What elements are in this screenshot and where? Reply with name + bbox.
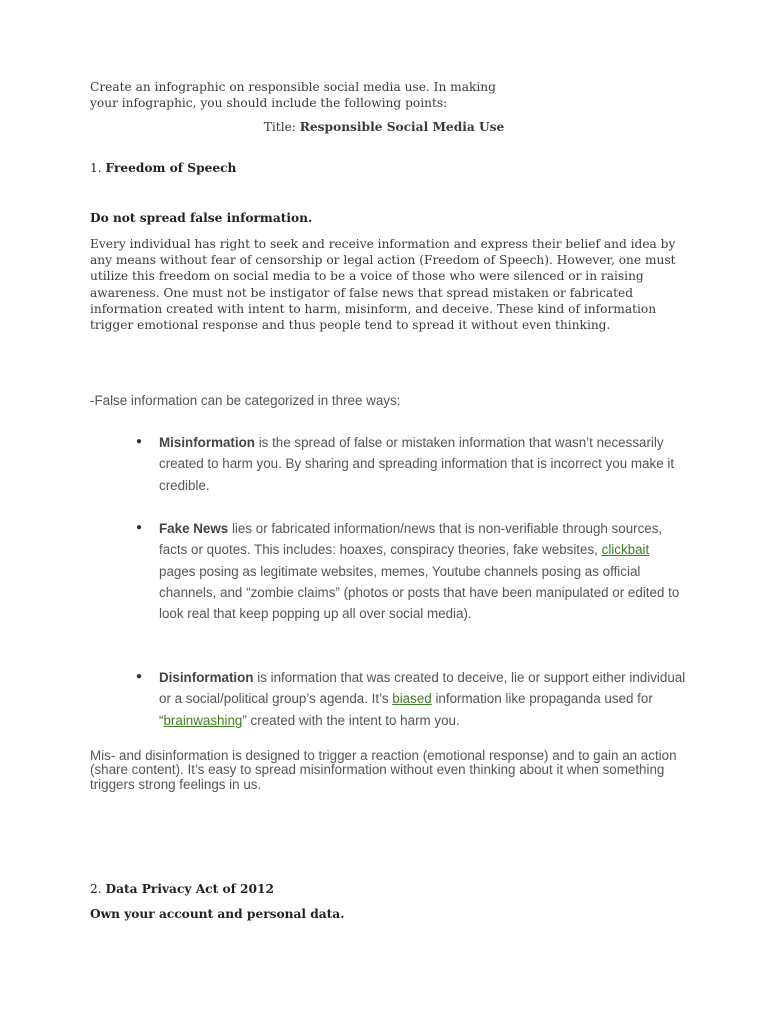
bullet-text: information like propaganda used for “ — [159, 691, 653, 728]
clickbait-link[interactable]: clickbait — [601, 542, 650, 558]
bullet-dot-icon: ● — [136, 671, 143, 682]
title-value: Responsible Social Media Use — [299, 120, 505, 134]
section-1-title: Freedom of Speech — [105, 161, 237, 175]
title-line — [0, 120, 768, 134]
section-1-number: 1. — [90, 161, 102, 175]
bullet-dot-icon: ● — [136, 522, 143, 533]
bullet-text: lies or fabricated information/news that is non-verifiable through sources, facts or quotes. This includes: hoaxes, conspiracy theories, fake websites, — [159, 521, 663, 558]
false-info-intro: -False information can be categorized in three ways: — [90, 393, 401, 408]
bullet-dot-icon: ● — [136, 436, 143, 447]
title-label: Title: — [263, 120, 296, 134]
paragraph-freedom-of-speech: Every individual has right to seek and receive information and express their belief and idea by any means without fear of censorship or legal action (Freedom of Speech). However, one must utilize this freedom on social media to be a voice of those who were silenced or in raising awareness. One must not be instigator of false news that spread mistaken or fabricated information created with intent to harm, misinform, and deceive. These kind of information trigger emotional response and thus people tend to spread it without even thinking. — [90, 237, 676, 333]
section-2-heading — [90, 882, 274, 896]
bullet-text: is the spread of false or mistaken information that wasn’t necessarily created to harm you. By sharing and spreading information that is incorrect you make it credible. — [159, 435, 675, 493]
bullet-term: Fake News — [159, 521, 229, 536]
section-1-heading — [90, 161, 236, 175]
bullet-fake-news — [159, 518, 689, 624]
bullet-term: Misinformation — [159, 435, 255, 450]
bullet-term: Disinformation — [159, 670, 254, 685]
bullet-text: is information that was created to deceive, lie or support either individual or a social/political group’s agenda. It’s — [159, 670, 686, 707]
closing-paragraph: Mis- and disinformation is designed to trigger a reaction (emotional response) and to gain an action (share content). It’s easy to spread misinformation without even thinking about it when something triggers strong feelings in us. — [90, 748, 677, 792]
bullet-text: ” created with the intent to harm you. — [242, 712, 460, 728]
bullet-misinformation — [159, 432, 689, 496]
section-2-number: 2. — [90, 882, 102, 896]
section-1-subheading: Do not spread false information. — [90, 211, 313, 225]
brainwashing-link[interactable]: brainwashing — [163, 712, 243, 728]
bullet-disinformation — [159, 667, 689, 731]
intro-text: Create an infographic on responsible social media use. In making your infographic, you should include the following points: — [90, 80, 496, 110]
section-2-title: Data Privacy Act of 2012 — [105, 882, 274, 896]
section-2-subheading: Own your account and personal data. — [90, 907, 345, 921]
bullet-text: pages posing as legitimate websites, memes, Youtube channels posing as official channels, and “zombie claims” (photos or posts that have been manipulated or edited to look real that keep popping up all over social media). — [159, 563, 680, 622]
biased-link[interactable]: biased — [392, 691, 432, 707]
